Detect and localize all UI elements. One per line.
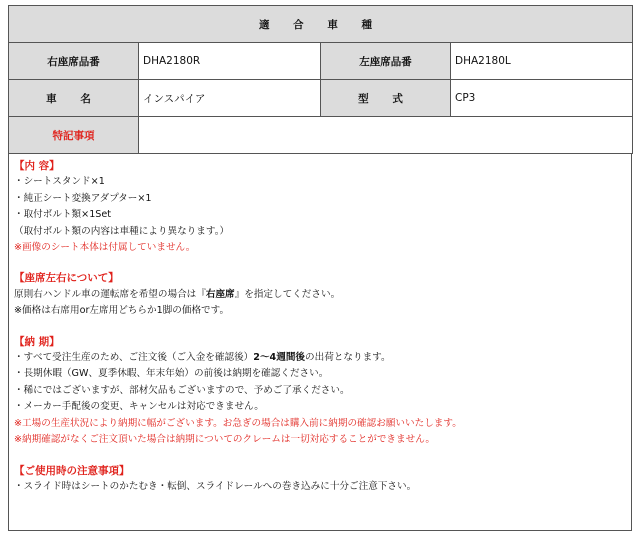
left-seat-part-label: 左座席品番 [321, 43, 451, 80]
delivery-line: ・長期休暇（GW、夏季休暇、年末年始）の前後は納期を確認ください。 [14, 368, 329, 380]
contents-line: ・シートスタンド×1 [14, 176, 105, 188]
delivery-line: ・稀にではございますが、部材欠品もございますので、予めご了承ください。 [14, 384, 350, 396]
right-seat-part-value: DHA2180R [139, 43, 321, 80]
right-seat-part-label: 右座席品番 [9, 43, 139, 80]
seat-side-heading: 【座席左右について】 [14, 272, 119, 285]
table-row [9, 117, 633, 154]
special-notes-label: 特記事項 [9, 117, 139, 154]
car-name-label: 車 名 [9, 80, 139, 117]
contents-note: ※画像のシート本体は付属していません。 [14, 242, 196, 254]
right-seat-emphasis: 右座席 [205, 288, 235, 300]
table-title: 適 合 車 種 [9, 6, 633, 43]
delivery-note: ※納期確認がなくご注文頂いた場合は納期についてのクレームは一切対応することができません。 [14, 434, 435, 446]
seat-side-line: ※価格は右席用or左席用どちらか1脚の価格です。 [14, 305, 230, 317]
left-seat-part-value: DHA2180L [451, 43, 633, 80]
car-name-value: インスパイア [139, 80, 321, 117]
delivery-heading: 【納 期】 [14, 335, 60, 348]
table-row [9, 80, 633, 117]
usage-line: ・スライド時はシートのかたむき・転倒、スライドレールへの巻き込みに十分ご注意下さい。 [14, 480, 417, 492]
contents-heading: 【内 容】 [14, 160, 60, 172]
notes-box [8, 154, 632, 531]
contents-line: ・純正シート変換アダプター×1 [14, 192, 152, 204]
delivery-line: ・すべて受注生産のため、ご注文後（ご入金を確認後）2～4週間後の出荷となります。 [14, 352, 391, 364]
model-code-label: 型 式 [321, 80, 451, 117]
compatibility-sheet [8, 5, 632, 531]
lead-time-emphasis: 2～4週間後 [253, 352, 306, 364]
contents-line: （取付ボルト類の内容は車種により異なります。） [14, 225, 230, 237]
seat-side-line: 原則右ハンドル車の運転席を希望の場合は『右座席』を指定してください。 [14, 288, 341, 300]
usage-heading: 【ご使用時の注意事項】 [14, 464, 130, 477]
table-row [9, 43, 633, 80]
model-code-value: CP3 [451, 80, 633, 117]
contents-line: ・取付ボルト類×1Set [14, 209, 112, 221]
delivery-note: ※工場の生産状況により納期に幅がございます。お急ぎの場合は購入前に納期の確認お願いいたします。 [14, 417, 462, 429]
special-notes-value [139, 117, 633, 154]
compatibility-table [8, 5, 633, 154]
delivery-line: ・メーカー手配後の変更、キャンセルは対応できません。 [14, 401, 264, 413]
